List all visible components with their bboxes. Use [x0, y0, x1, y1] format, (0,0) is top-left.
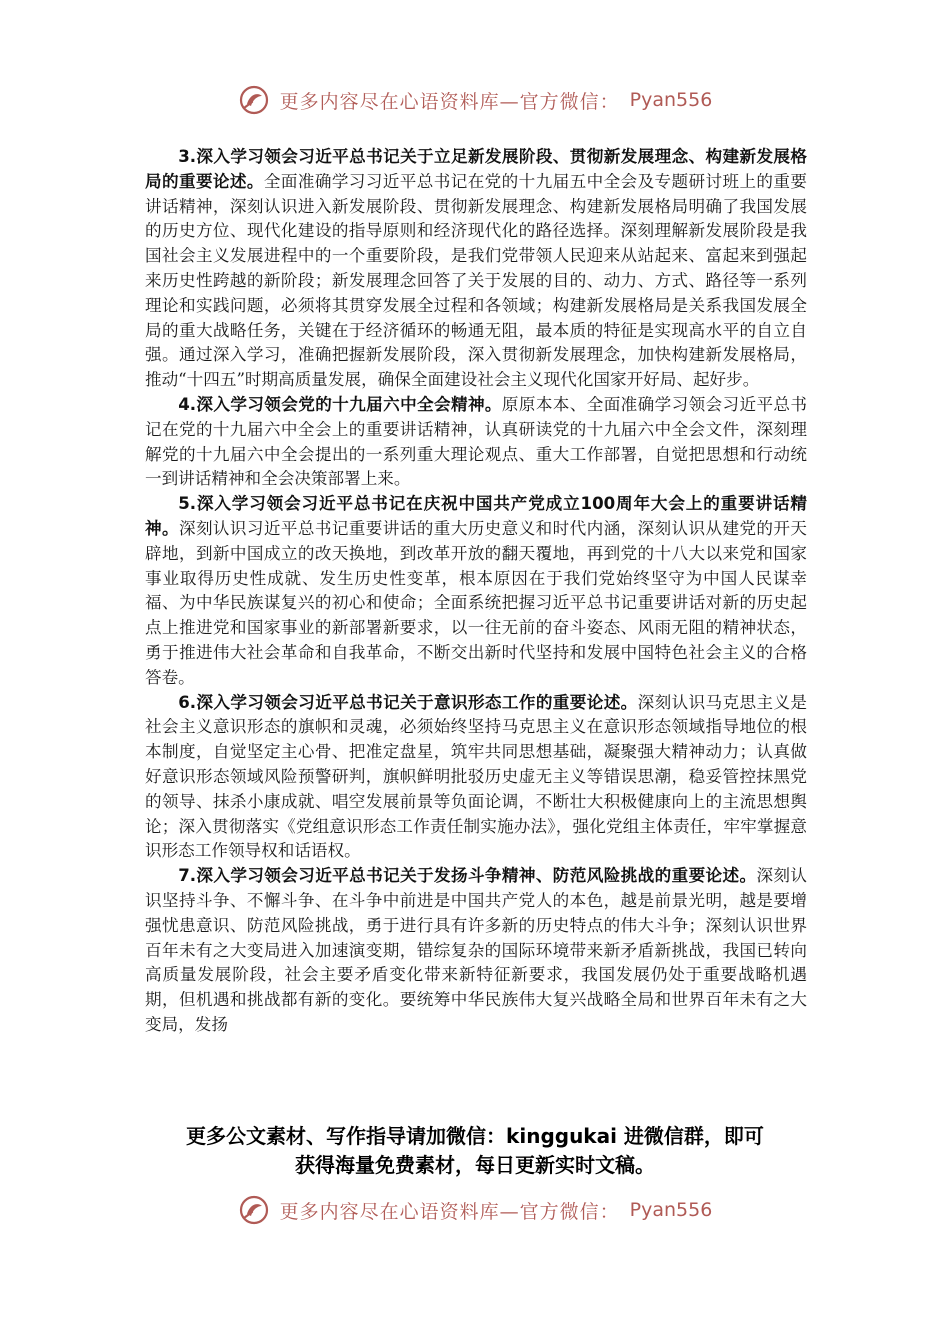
section-4 [145, 393, 807, 492]
footer-watermark [0, 1194, 950, 1226]
section-heading: 5.深入学习领会习近平总书记在庆祝中国共产党成立100周年大会上的重要讲话精神。 [145, 494, 807, 538]
watermark-text: 更多内容尽在心语资料库—官方微信： [279, 90, 620, 113]
promo-banner [100, 1122, 850, 1180]
section-3 [145, 145, 807, 393]
watermark-wechat-id: Pyan556 [629, 89, 713, 111]
section-heading: 4.深入学习领会党的十九届六中全会精神。 [178, 394, 502, 414]
section-heading: 6.深入学习领会习近平总书记关于意识形态工作的重要论述。 [178, 692, 638, 712]
section-body: 深刻认识马克思主义是社会主义意识形态的旗帜和灵魂，必须始终坚持马克思主义在意识形态领域指导地位的根本制度，自觉坚定主心骨、把准定盘星，筑牢共同思想基础，凝聚强大精神动力；认真做好意识形态领域风险预警研判，旗帜鲜明批驳历史虚无主义等错误思潮，稳妥管控抹黑党的领导、抹杀小康成就、唱空发展前景等负面论调，不断壮大积极健康向上的主流思想舆论；深入贯彻落实《党组意识形态工作责任制实施办法》，强化党组主体责任，牢牢掌握意识形态工作领导权和话语权。 [145, 692, 808, 861]
logo-icon [238, 84, 270, 116]
section-body: 原原本本、全面准确学习领会习近平总书记在党的十九届六中全会上的重要讲话精神，认真研读党的十九届六中全会文件，深刻理解党的十九届六中全会提出的一系列重大理论观点、重大工作部署，自觉把思想和行动统一到讲话精神和全会决策部署上来。 [145, 394, 807, 489]
logo-icon [238, 1194, 270, 1226]
section-6 [145, 691, 807, 865]
document-body [145, 145, 807, 1038]
section-body: 深刻认识坚持斗争、不懈斗争、在斗争中前进是中国共产党人的本色，越是前景光明，越是要增强忧患意识、防范风险挑战，勇于进行具有许多新的历史特点的伟大斗争；深刻认识世界百年未有之大变局进入加速演变期，错综复杂的国际环境带来新矛盾新挑战，我国已转向高质量发展阶段，社会主要矛盾变化带来新特征新要求，我国发展仍处于重要战略机遇期，但机遇和挑战都有新的变化。要统筹中华民族伟大复兴战略全局和世界百年未有之大变局，发扬 [145, 866, 807, 1034]
header-watermark [0, 84, 950, 116]
section-heading: 7.深入学习领会习近平总书记关于发扬斗争精神、防范风险挑战的重要论述。 [178, 866, 757, 886]
section-body: 全面准确学习习近平总书记在党的十九届五中全会及专题研讨班上的重要讲话精神，深刻认识进入新发展阶段、贯彻新发展理念、构建新发展格局明确了我国发展的历史方位、现代化建设的指导原则和经济现代化的路径选择。深刻理解新发展阶段是我国社会主义发展进程中的一个重要阶段，是我们党带领人民迎来从站起来、富起来到强起来历史性跨越的新阶段；新发展理念回答了关于发展的目的、动力、方式、路径等一系列理论和实践问题，必须将其贯穿发展全过程和各领域；构建新发展格局是关系我国发展全局的重大战略任务，关键在于经济循环的畅通无阻，最本质的特征是实现高水平的自立自强。通过深入学习，准确把握新发展阶段，深入贯彻新发展理念，加快构建新发展格局，推动“十四五”时期高质量发展，确保全面建设社会主义现代化国家开好局、起好步。 [145, 171, 807, 390]
watermark-wechat-id: Pyan556 [629, 1199, 713, 1221]
section-body: 深刻认识习近平总书记重要讲话的重大历史意义和时代内涵，深刻认识从建党的开天辟地，到新中国成立的改天换地，到改革开放的翻天覆地，再到党的十八大以来党和国家事业取得历史性成就、发生历史性变革，根本原因在于我们党始终坚守为中国人民谋幸福、为中华民族谋复兴的初心和使命；全面系统把握习近平总书记重要讲话对新的历史起点上推进党和国家事业的新部署新要求，以一往无前的奋斗姿态、风雨无阻的精神状态，勇于推进伟大社会革命和自我革命，不断交出新时代坚持和发展中国特色社会主义的合格答卷。 [145, 518, 807, 687]
section-heading: 3.深入学习领会习近平总书记关于立足新发展阶段、贯彻新发展理念、构建新发展格局的重要论述。 [145, 147, 807, 191]
promo-line-1: 更多公文素材、写作指导请加微信：kinggukai 进微信群，即可 [186, 1124, 764, 1148]
watermark-text: 更多内容尽在心语资料库—官方微信： [279, 1200, 620, 1223]
section-7 [145, 864, 807, 1038]
promo-line-2: 获得海量免费素材，每日更新实时文稿。 [295, 1153, 655, 1177]
section-5 [145, 492, 807, 690]
